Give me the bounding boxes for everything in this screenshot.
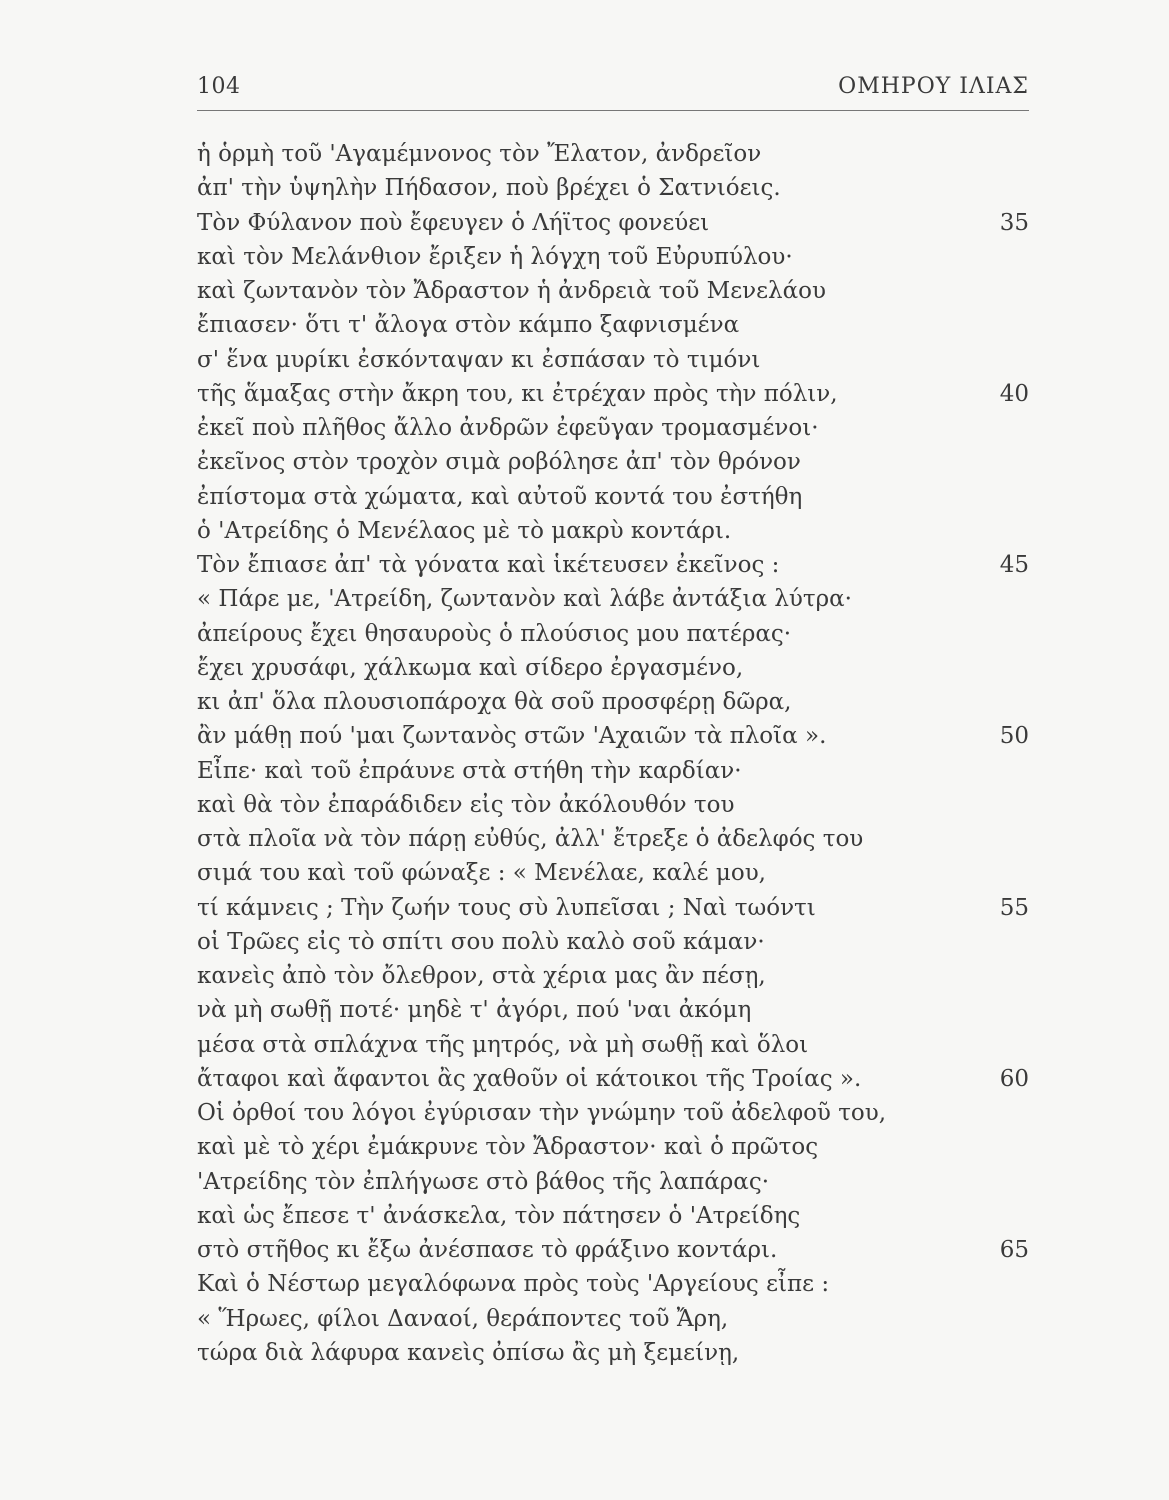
line-number: 40 [999, 380, 1029, 407]
verse-line [197, 1165, 1029, 1199]
verse-line [197, 822, 1029, 856]
verse-text: στὸ στῆθος κι ἔξω ἀνέσπασε τὸ φράξινο κοντάρι. [197, 1237, 778, 1263]
verse-line [197, 1062, 1029, 1096]
verse-text: ἔπιασεν· ὅτι τ' ἄλογα στὸν κάμπο ξαφνισμένα [197, 312, 740, 339]
verse-line [197, 274, 1029, 308]
verse-line [197, 377, 1029, 411]
verse-line [197, 959, 1029, 993]
verse-line [197, 548, 1029, 582]
verse-text: Τὸν Φύλανον ποὺ ἔφευγεν ὁ Λήϊτος φονεύει [197, 209, 710, 236]
verse-line [197, 1302, 1029, 1336]
verse-line [197, 343, 1029, 377]
line-number: 45 [999, 552, 1029, 578]
line-number: 55 [999, 894, 1029, 921]
verse-text: ἡ ὁρμὴ τοῦ 'Αγαμέμνονος τὸν Ἔλατον, ἀνδρεῖον [197, 141, 762, 167]
verse-text: οἱ Τρῶες εἰς τὸ σπίτι σου πολὺ καλὸ σοῦ κάμαν· [197, 928, 765, 955]
verse-text: καὶ μὲ τὸ χέρι ἐμάκρυνε τὸν Ἄδραστον· καὶ ὁ πρῶτος [197, 1134, 819, 1161]
verse-line [197, 206, 1029, 240]
verse-text: νὰ μὴ σωθῇ ποτέ· μηδὲ τ' ἀγόρι, πού 'ναι ἀκόμη [197, 997, 752, 1024]
verse-line [197, 1096, 1029, 1130]
line-number: 50 [999, 723, 1029, 750]
verse-line [197, 1130, 1029, 1164]
verse-line [197, 411, 1029, 445]
verse-line [197, 719, 1029, 753]
verse-text: Καὶ ὁ Νέστωρ μεγαλόφωνα πρὸς τοὺς 'Αργείους εἶπε : [197, 1271, 830, 1298]
header-rule [197, 110, 1029, 111]
verse-line [197, 582, 1029, 616]
verse-text: μέσα στὰ σπλάχνα τῆς μητρός, νὰ μὴ σωθῇ καὶ ὅλοι [197, 1031, 809, 1058]
verse-text: Τὸν ἔπιασε ἀπ' τὰ γόνατα καὶ ἱκέτευσεν ἐκεῖνος : [197, 552, 780, 578]
verse-line [197, 171, 1029, 205]
verse-text: καὶ θὰ τὸν ἐπαράδιδεν εἰς τὸν ἀκόλουθόν του [197, 791, 735, 818]
verse-text: « Ἥρωες, φίλοι Δαναοί, θεράποντες τοῦ Ἄρη, [197, 1305, 729, 1332]
verse-line [197, 1233, 1029, 1267]
verse-text: καὶ ζωντανὸν τὸν Ἄδραστον ἡ ἀνδρειὰ τοῦ Μενελάου [197, 278, 826, 304]
verse-text: ἂν μάθῃ πού 'μαι ζωντανὸς στῶν 'Αχαιῶν τὰ πλοῖα ». [197, 723, 827, 750]
verse-text: ἐκεῖ ποὺ πλῆθος ἄλλο ἀνδρῶν ἐφεῦγαν τρομασμένοι· [197, 415, 819, 441]
verse-line [197, 480, 1029, 514]
verse-text: Εἶπε· καὶ τοῦ ἐπράυνε στὰ στήθη τὴν καρδίαν· [197, 757, 742, 784]
line-number: 60 [999, 1065, 1029, 1092]
verse-text: ἀπείρους ἔχει θησαυροὺς ὁ πλούσιος μου πατέρας· [197, 620, 792, 647]
line-number: 35 [999, 209, 1029, 236]
verse-text: ἄταφοι καὶ ἄφαντοι ἂς χαθοῦν οἱ κάτοικοι τῆς Τροίας ». [197, 1065, 862, 1092]
verse-text: 'Ατρείδης τὸν ἐπλήγωσε στὸ βάθος τῆς λαπάρας· [197, 1168, 770, 1195]
verse-line [197, 856, 1029, 890]
verse-line [197, 1267, 1029, 1301]
verse-line [197, 1199, 1029, 1233]
verse-text: σιμά του καὶ τοῦ φώναξε : « Μενέλαε, καλέ μου, [197, 860, 766, 887]
verse-line [197, 685, 1029, 719]
verse-line [197, 1336, 1029, 1370]
verse-line [197, 617, 1029, 651]
verse-text: ἐκεῖνος στὸν τροχὸν σιμὰ ροβόλησε ἀπ' τὸν θρόνον [197, 449, 801, 476]
verse-text: Οἱ ὀρθοί του λόγοι ἐγύρισαν τὴν γνώμην τοῦ ἀδελφοῦ του, [197, 1100, 887, 1126]
verse-line [197, 240, 1029, 274]
verse-text: κανεὶς ἀπὸ τὸν ὄλεθρον, στὰ χέρια μας ἂν πέσῃ, [197, 963, 766, 989]
verse-text: ἀπ' τὴν ὑψηλὴν Πήδασον, ποὺ βρέχει ὁ Σατνιόεις. [197, 175, 781, 202]
verse-line [197, 308, 1029, 342]
verse-text: ἐπίστομα στὰ χώματα, καὶ αὐτοῦ κοντά του ἐστήθη [197, 483, 803, 510]
verse-text: τώρα διὰ λάφυρα κανεὶς ὀπίσω ἂς μὴ ξεμείνῃ, [197, 1339, 740, 1366]
verse-line [197, 137, 1029, 171]
verse-text: τῆς ἅμαξας στὴν ἄκρη του, κι ἐτρέχαν πρὸς τὴν πόλιν, [197, 380, 838, 407]
verse-line [197, 788, 1029, 822]
verse-text: κι ἀπ' ὅλα πλουσιοπάροχα θὰ σοῦ προσφέρῃ δῶρα, [197, 689, 792, 715]
verse-text: τί κάμνεις ; Τὴν ζωήν τους σὺ λυπεῖσαι ; Ναὶ τωόντι [197, 894, 816, 921]
verse-line [197, 1028, 1029, 1062]
verse-text: ὁ 'Ατρείδης ὁ Μενέλαος μὲ τὸ μακρὺ κοντάρι. [197, 517, 732, 544]
running-title: ΟΜΗΡΟΥ ΙΛΙΑΣ [838, 74, 1029, 99]
verse-line [197, 754, 1029, 788]
verse-line [197, 925, 1029, 959]
verse-line [197, 891, 1029, 925]
verse-list [197, 137, 1029, 1370]
verse-line [197, 993, 1029, 1027]
verse-text: καὶ τὸν Μελάνθιον ἔριξεν ἡ λόγχη τοῦ Εὐρυπύλου· [197, 243, 793, 270]
verse-text: ἔχει χρυσάφι, χάλκωμα καὶ σίδερο ἐργασμένο, [197, 654, 744, 681]
verse-line [197, 445, 1029, 479]
line-number: 65 [999, 1237, 1029, 1263]
verse-text: « Πάρε με, 'Ατρείδη, ζωντανὸν καὶ λάβε ἀντάξια λύτρα· [197, 586, 852, 613]
verse-text: καὶ ὡς ἔπεσε τ' ἀνάσκελα, τὸν πάτησεν ὁ 'Ατρείδης [197, 1202, 801, 1229]
verse-line [197, 514, 1029, 548]
verse-line [197, 651, 1029, 685]
verse-text: στὰ πλοῖα νὰ τὸν πάρῃ εὐθύς, ἀλλ' ἔτρεξε ὁ ἀδελφός του [197, 826, 864, 852]
verse-text: σ' ἕνα μυρίκι ἐσκόνταψαν κι ἐσπάσαν τὸ τιμόνι [197, 346, 761, 373]
page-number: 104 [197, 74, 241, 99]
